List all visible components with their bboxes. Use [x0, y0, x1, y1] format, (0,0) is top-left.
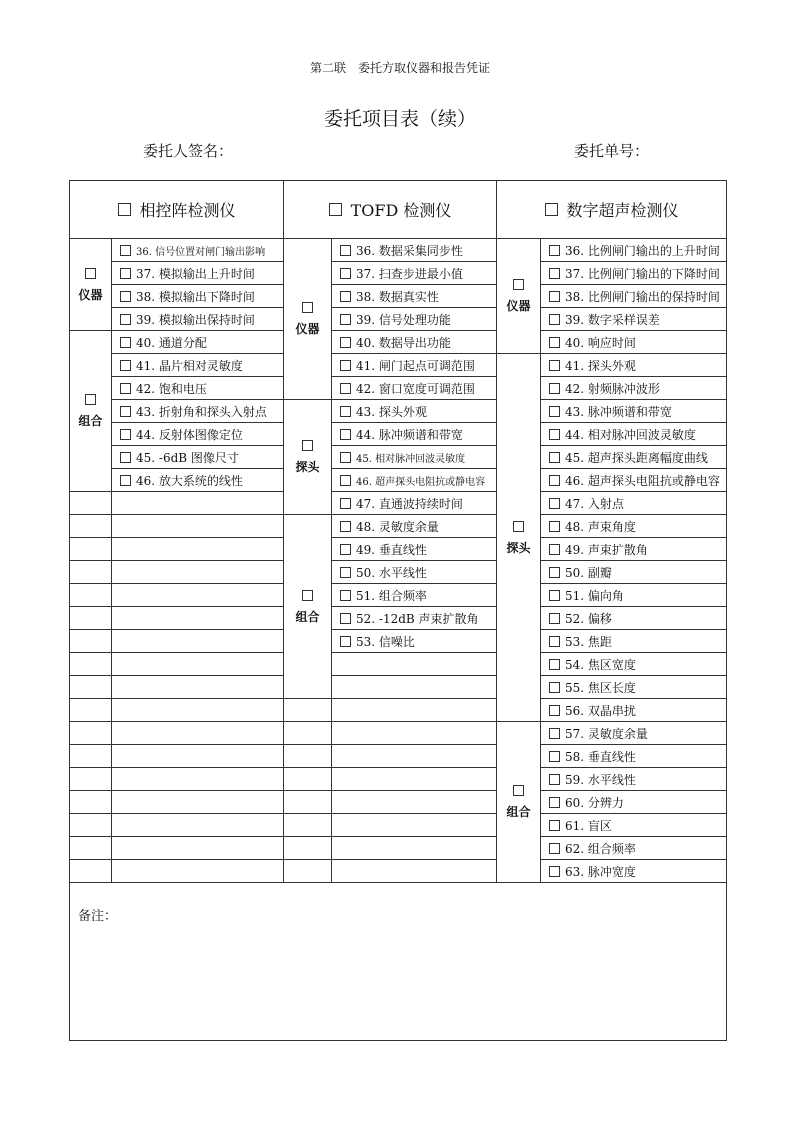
checklist-item[interactable]: [541, 584, 727, 607]
checklist-item-label: 45. -6dB 图像尺寸: [136, 450, 239, 465]
checklist-item-label: 36. 数据采集同步性: [356, 243, 463, 258]
checklist-item[interactable]: [112, 400, 284, 423]
checklist-item[interactable]: [541, 285, 727, 308]
checkbox-icon[interactable]: [340, 613, 351, 624]
empty-cell: [112, 492, 284, 515]
checklist-item-label: 45. 超声探头距离幅度曲线: [565, 450, 708, 465]
table-row: [70, 630, 727, 653]
checklist-item[interactable]: [332, 400, 497, 423]
empty-cell: [112, 699, 284, 722]
form-title: 委托项目表（续）: [323, 108, 476, 130]
checkbox-icon[interactable]: [120, 314, 131, 325]
checkbox-icon: [85, 268, 96, 279]
checklist-item[interactable]: [112, 285, 284, 308]
table-row: [70, 745, 727, 768]
checklist-item-label: 56. 双晶串扰: [565, 703, 636, 718]
group-label-text: 仪器: [78, 287, 103, 302]
checklist-item-label: 54. 焦区宽度: [565, 657, 636, 672]
checkbox-icon[interactable]: [549, 429, 560, 440]
group-label-text: 探头: [506, 540, 531, 555]
table-row: [70, 400, 727, 423]
checklist-item-label: 42. 窗口宽度可调范围: [356, 381, 475, 396]
checklist-item-label: 44. 反射体图像定位: [136, 427, 243, 442]
empty-cell: [284, 699, 332, 722]
empty-cell: [112, 791, 284, 814]
table-row: [70, 538, 727, 561]
checkbox-icon[interactable]: [340, 291, 351, 302]
checkbox-icon[interactable]: [549, 498, 560, 509]
checklist-item-label: 40. 通道分配: [136, 335, 207, 350]
empty-cell: [332, 791, 497, 814]
empty-cell: [70, 722, 112, 745]
column-header-tofd[interactable]: TOFD 检测仪: [284, 181, 497, 239]
checkbox-icon[interactable]: [120, 360, 131, 371]
checklist-item[interactable]: [541, 722, 727, 745]
checkbox-icon[interactable]: [549, 866, 560, 877]
checklist-item[interactable]: [541, 699, 727, 722]
empty-cell: [112, 584, 284, 607]
empty-cell: [70, 584, 112, 607]
table-row: [70, 239, 727, 262]
checklist-item[interactable]: [332, 492, 497, 515]
checklist-item[interactable]: [332, 331, 497, 354]
checklist-item-label: 37. 比例闸门输出的下降时间: [565, 266, 720, 281]
empty-cell: [70, 768, 112, 791]
empty-cell: [112, 515, 284, 538]
checklist-item-label: 42. 饱和电压: [136, 381, 207, 396]
checklist-item[interactable]: [541, 262, 727, 285]
table-row: [70, 446, 727, 469]
checklist-item-label: 51. 组合频率: [356, 588, 427, 603]
checklist-item-label: 39. 模拟输出保持时间: [136, 312, 255, 327]
checklist-item[interactable]: [541, 400, 727, 423]
checklist-item-label: 49. 垂直线性: [356, 542, 427, 557]
table-row: [70, 607, 727, 630]
checkbox-icon[interactable]: [340, 245, 351, 256]
checklist-item[interactable]: [332, 308, 497, 331]
checklist-item[interactable]: [112, 262, 284, 285]
empty-cell: [70, 699, 112, 722]
checkbox-icon[interactable]: [340, 360, 351, 371]
checklist-item-label: 41. 闸门起点可调范围: [356, 358, 475, 373]
checklist-item-label: 46. 超声探头电阻抗或静电容: [565, 473, 720, 488]
checklist-item-label: 38. 模拟输出下降时间: [136, 289, 255, 304]
checkbox-icon[interactable]: [340, 429, 351, 440]
checklist-item[interactable]: [541, 492, 727, 515]
checklist-item-label: 52. 偏移: [565, 611, 612, 626]
checklist-item-label: 50. 水平线性: [356, 565, 427, 580]
checklist-item[interactable]: [332, 446, 497, 469]
notes-box[interactable]: [69, 878, 727, 1041]
checkbox-icon[interactable]: [340, 383, 351, 394]
checkbox-icon: [329, 203, 342, 216]
checkbox-icon[interactable]: [120, 475, 131, 486]
checkbox-icon[interactable]: [549, 406, 560, 417]
checkbox-icon: [302, 302, 313, 313]
checkbox-icon[interactable]: [120, 383, 131, 394]
checklist-item-label: 60. 分辨力: [565, 795, 624, 810]
checklist-item-label: 58. 垂直线性: [565, 749, 636, 764]
checkbox-icon[interactable]: [340, 406, 351, 417]
checklist-item[interactable]: [112, 331, 284, 354]
table-row: [70, 354, 727, 377]
table-row: [70, 515, 727, 538]
empty-cell: [284, 722, 332, 745]
checkbox-icon[interactable]: [549, 797, 560, 808]
checkbox-icon[interactable]: [120, 268, 131, 279]
empty-cell: [332, 814, 497, 837]
checklist-item-label: 43. 脉冲频谱和带宽: [565, 404, 672, 419]
checklist-item[interactable]: [541, 538, 727, 561]
empty-cell: [70, 791, 112, 814]
table-row: [70, 699, 727, 722]
empty-cell: [284, 814, 332, 837]
checklist-item[interactable]: [541, 814, 727, 837]
checkbox-icon[interactable]: [549, 590, 560, 601]
checklist-item-label: 38. 比例闸门输出的保持时间: [565, 289, 720, 304]
checkbox-icon[interactable]: [549, 268, 560, 279]
checkbox-icon[interactable]: [549, 337, 560, 348]
checklist-item[interactable]: [112, 469, 284, 492]
table-row: [70, 492, 727, 515]
order-number-label: 委托单号：: [574, 142, 650, 160]
group-label-instrument[interactable]: [70, 239, 112, 331]
checklist-item-label: 36. 比例闸门输出的上升时间: [565, 243, 720, 258]
checkbox-icon[interactable]: [340, 567, 351, 578]
checkbox-icon: [513, 785, 524, 796]
checkbox-icon[interactable]: [340, 475, 351, 486]
checklist-item[interactable]: [332, 239, 497, 262]
checklist-item[interactable]: [332, 423, 497, 446]
checklist-item[interactable]: [332, 469, 497, 492]
table-row: [70, 584, 727, 607]
empty-cell: [112, 814, 284, 837]
empty-cell: [70, 837, 112, 860]
group-label-combo[interactable]: [284, 515, 332, 699]
checklist-item-label: 43. 探头外观: [356, 404, 427, 419]
checklist-item-label: 53. 焦距: [565, 634, 612, 649]
checklist-item-label: 39. 信号处理功能: [356, 312, 451, 327]
checklist-item[interactable]: [332, 285, 497, 308]
checkbox-icon[interactable]: [549, 774, 560, 785]
group-label-combo[interactable]: [497, 722, 541, 883]
empty-cell: [332, 837, 497, 860]
checklist-item-label: 49. 声束扩散角: [565, 542, 648, 557]
checkbox-icon[interactable]: [549, 843, 560, 854]
checklist-item[interactable]: [541, 377, 727, 400]
checklist-item[interactable]: [541, 515, 727, 538]
checklist-item-label: 44. 相对脉冲回波灵敏度: [565, 427, 696, 442]
group-label-text: 组合: [78, 414, 103, 428]
empty-cell: [284, 768, 332, 791]
empty-cell: [332, 722, 497, 745]
copy-note: 第二联 委托方取仪器和报告凭证: [309, 61, 490, 75]
group-label-text: 仪器: [295, 322, 320, 336]
checklist-item[interactable]: [332, 584, 497, 607]
checklist-item-label: 50. 副瓣: [565, 565, 612, 580]
checklist-item-label: 46. 放大系统的线性: [136, 473, 243, 488]
checklist-item-label: 63. 脉冲宽度: [565, 864, 636, 879]
empty-cell: [332, 745, 497, 768]
group-label-probe[interactable]: [497, 354, 541, 722]
checklist-item-label: 36. 信号位置对闸门输出影响: [136, 246, 266, 258]
checklist-item[interactable]: [541, 308, 727, 331]
checkbox-icon: [545, 203, 558, 216]
checklist-item[interactable]: [541, 607, 727, 630]
checklist-item[interactable]: [332, 630, 497, 653]
empty-cell: [112, 653, 284, 676]
checklist-item[interactable]: [541, 745, 727, 768]
checklist-item[interactable]: [541, 768, 727, 791]
checklist-item[interactable]: [541, 653, 727, 676]
table-row: [70, 561, 727, 584]
table-row: [70, 331, 727, 354]
empty-cell: [70, 515, 112, 538]
checklist-item[interactable]: [332, 377, 497, 400]
checkbox-icon[interactable]: [549, 751, 560, 762]
checklist-item-label: 46. 超声探头电阻抗或静电容: [356, 476, 486, 488]
checklist-item-label: 48. 声束角度: [565, 519, 636, 534]
checklist-item[interactable]: [541, 354, 727, 377]
empty-cell: [284, 791, 332, 814]
checkbox-icon[interactable]: [340, 268, 351, 279]
checklist-item[interactable]: [541, 239, 727, 262]
group-label-text: 组合: [295, 609, 320, 624]
checklist-item-label: 44. 脉冲频谱和带宽: [356, 427, 463, 442]
checkbox-icon[interactable]: [340, 521, 351, 532]
checklist-item-label: 57. 灵敏度余量: [565, 726, 648, 741]
checklist-item[interactable]: [541, 791, 727, 814]
checkbox-icon[interactable]: [120, 291, 131, 302]
checkbox-icon[interactable]: [340, 337, 351, 348]
checkbox-icon[interactable]: [340, 590, 351, 601]
empty-cell: [332, 676, 497, 699]
checklist-item-label: 37. 模拟输出上升时间: [136, 266, 255, 281]
group-label-text: 组合: [506, 805, 531, 819]
table-row: [70, 377, 727, 400]
empty-cell: [112, 676, 284, 699]
checklist-item[interactable]: [332, 538, 497, 561]
empty-cell: [70, 630, 112, 653]
empty-cell: [112, 630, 284, 653]
empty-cell: [70, 561, 112, 584]
checklist-item[interactable]: [541, 423, 727, 446]
empty-cell: [112, 538, 284, 561]
checkbox-icon[interactable]: [549, 567, 560, 578]
empty-cell: [70, 538, 112, 561]
empty-cell: [70, 492, 112, 515]
checklist-item[interactable]: [541, 630, 727, 653]
checkbox-icon[interactable]: [120, 245, 131, 256]
checklist-item[interactable]: [112, 354, 284, 377]
empty-cell: [284, 745, 332, 768]
checklist-item[interactable]: [112, 377, 284, 400]
checklist-item-label: 51. 偏向角: [565, 588, 624, 603]
checkbox-icon[interactable]: [340, 636, 351, 647]
checklist-item-label: 38. 数据真实性: [356, 289, 439, 304]
checkbox-icon: [302, 440, 313, 451]
empty-cell: [70, 653, 112, 676]
checkbox-icon[interactable]: [549, 291, 560, 302]
table-row: [70, 676, 727, 699]
checkbox-icon: [118, 203, 131, 216]
checklist-item-label: 37. 扫查步进最小值: [356, 266, 463, 281]
empty-cell: [70, 814, 112, 837]
table-row: [70, 469, 727, 492]
checklist-item[interactable]: [332, 607, 497, 630]
checklist-item[interactable]: [332, 354, 497, 377]
column-header-digital-ultrasonic[interactable]: 数字超声检测仪: [497, 181, 727, 239]
table-row: [70, 791, 727, 814]
empty-cell: [112, 722, 284, 745]
checklist-item-label: 41. 探头外观: [565, 358, 636, 373]
checkbox-icon[interactable]: [340, 314, 351, 325]
table-row: [70, 768, 727, 791]
checklist-item[interactable]: [112, 446, 284, 469]
column-header-phased-array[interactable]: 相控阵检测仪: [70, 181, 284, 239]
checklist-item-label: 52. -12dB 声束扩散角: [356, 611, 479, 626]
checkbox-icon[interactable]: [120, 452, 131, 463]
group-label-combo[interactable]: [70, 331, 112, 492]
checkbox-icon[interactable]: [549, 636, 560, 647]
checklist-item-label: 53. 信噪比: [356, 634, 415, 649]
checklist-item-label: 62. 组合频率: [565, 841, 636, 856]
checkbox-icon[interactable]: [549, 682, 560, 693]
checklist-item-label: 47. 入射点: [565, 496, 624, 511]
checkbox-icon: [513, 279, 524, 290]
checklist-item[interactable]: [541, 331, 727, 354]
checklist-item[interactable]: [332, 262, 497, 285]
checklist-item-label: 55. 焦区长度: [565, 680, 636, 695]
empty-cell: [112, 607, 284, 630]
checklist-item-label: 42. 射频脉冲波形: [565, 381, 660, 396]
empty-cell: [112, 768, 284, 791]
checklist-item-label: 45. 相对脉冲回波灵敏度: [356, 453, 466, 465]
table-row: [70, 285, 727, 308]
table-row: [70, 308, 727, 331]
checklist-item-label: 61. 盲区: [565, 818, 612, 833]
checkbox-icon[interactable]: [549, 521, 560, 532]
checkbox-icon[interactable]: [340, 544, 351, 555]
empty-cell: [284, 837, 332, 860]
checkbox-icon[interactable]: [549, 475, 560, 486]
checkbox-icon[interactable]: [549, 544, 560, 555]
empty-cell: [70, 607, 112, 630]
table-row: [70, 423, 727, 446]
group-label-instrument[interactable]: [284, 239, 332, 400]
empty-cell: [112, 561, 284, 584]
entrustment-table: [69, 180, 727, 883]
group-label-text: 探头: [295, 460, 320, 474]
checkbox-icon[interactable]: [549, 314, 560, 325]
checkbox-icon: [85, 394, 96, 405]
checklist-item-label: 43. 折射角和探头入射点: [136, 404, 267, 419]
checkbox-icon[interactable]: [120, 406, 131, 417]
empty-cell: [332, 768, 497, 791]
empty-cell: [70, 676, 112, 699]
checklist-item-label: 40. 响应时间: [565, 335, 636, 350]
checkbox-icon[interactable]: [549, 659, 560, 670]
table-row: [70, 837, 727, 860]
checkbox-icon[interactable]: [549, 245, 560, 256]
table-row: [70, 262, 727, 285]
table-row: [70, 653, 727, 676]
checkbox-icon[interactable]: [549, 452, 560, 463]
checklist-item[interactable]: [112, 308, 284, 331]
checklist-item-label: 41. 晶片相对灵敏度: [136, 358, 243, 373]
checkbox-icon[interactable]: [120, 337, 131, 348]
empty-cell: [112, 837, 284, 860]
checklist-item[interactable]: [541, 676, 727, 699]
checklist-item[interactable]: [541, 446, 727, 469]
checklist-item-label: 40. 数据导出功能: [356, 335, 451, 350]
empty-cell: [332, 699, 497, 722]
checklist-item[interactable]: [112, 239, 284, 262]
checklist-item-label: 48. 灵敏度余量: [356, 519, 439, 534]
checklist-item[interactable]: [332, 561, 497, 584]
checklist-item[interactable]: [541, 837, 727, 860]
checklist-item[interactable]: [541, 561, 727, 584]
checkbox-icon[interactable]: [549, 705, 560, 716]
checklist-item[interactable]: [541, 469, 727, 492]
group-label-instrument[interactable]: [497, 239, 541, 354]
checkbox-icon[interactable]: [549, 820, 560, 831]
checkbox-icon[interactable]: [549, 728, 560, 739]
group-label-text: 仪器: [506, 299, 531, 313]
checklist-item[interactable]: [112, 423, 284, 446]
checkbox-icon[interactable]: [340, 498, 351, 509]
checklist-item-label: 59. 水平线性: [565, 772, 636, 787]
empty-cell: [112, 745, 284, 768]
checkbox-icon[interactable]: [549, 383, 560, 394]
checkbox-icon[interactable]: [120, 429, 131, 440]
checkbox-icon[interactable]: [549, 613, 560, 624]
checklist-item-label: 39. 数字采样误差: [565, 312, 660, 327]
checkbox-icon[interactable]: [340, 452, 351, 463]
checklist-item[interactable]: [332, 515, 497, 538]
checkbox-icon[interactable]: [549, 360, 560, 371]
signature-label: 委托人签名：: [143, 142, 234, 160]
empty-cell: [70, 745, 112, 768]
empty-cell: [332, 653, 497, 676]
checklist-item-label: 47. 直通波持续时间: [356, 496, 463, 511]
checkbox-icon: [302, 590, 313, 601]
notes-label: 备注：: [78, 909, 118, 924]
table-row: [70, 814, 727, 837]
table-row: [70, 722, 727, 745]
checkbox-icon: [513, 521, 524, 532]
group-label-probe[interactable]: [284, 400, 332, 515]
